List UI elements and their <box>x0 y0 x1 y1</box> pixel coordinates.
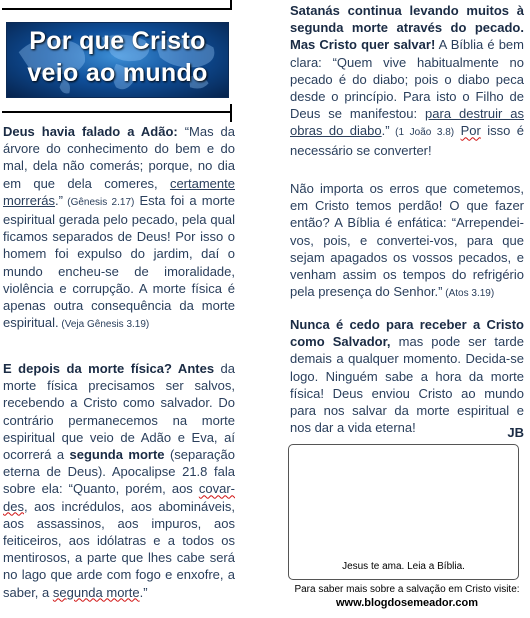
paragraph-adam-underlined: certamente morrerás <box>3 175 235 208</box>
paragraph-never-too-early-body: mas pode ser tarde demais a qualquer momento. Decida-se logo. Ninguém sabe a hora da morte física! Deus enviou Cristo ao mundo para nos salvar da morte espiritual e nos dar a vida eterna! <box>290 334 525 436</box>
paragraph-physical-death-body-d: .” <box>139 584 148 600</box>
footer-visit-text: Para saber mais sobre a salvação em Cristo visite: <box>294 584 520 595</box>
banner-title-line2: veio ao mundo <box>27 59 208 87</box>
paragraph-adam-reference2: (Veja Gênesis 3.19) <box>58 319 150 331</box>
paragraph-adam-quote: “Mas da árvore do conhecimento do bem e do mal, dela não comerás; porque, no dia em que dela comeres, <box>3 124 235 191</box>
paragraph-physical-death-lead: E depois da morte física? <box>3 361 172 376</box>
paragraph-adam <box>3 123 235 333</box>
banner-title-line1: Por que Cristo <box>29 27 206 55</box>
paragraph-satan-body-b: .” <box>381 123 390 139</box>
title-banner <box>6 22 229 98</box>
paragraph-satan-tail: isso é necessário se converter! <box>290 123 524 158</box>
paragraph-physical-death-wavy1: covar-des <box>3 481 235 514</box>
stamp-box <box>288 444 519 580</box>
paragraph-physical-death-wavy2: segunda morte <box>52 584 140 600</box>
paragraph-satan-underlined: para destruir as obras do diabo <box>290 106 524 139</box>
paragraph-adam-lead: Deus havia falado a Adão: <box>3 124 178 139</box>
paragraph-adam-body: Esta foi a morte espiritual gerada pelo pecado, pela qual ficamos separados de Deus! Por isso o homem foi expulso do jardim, daí o mundo encheu-se de imoralidade, violência e corrupção. A morte física é apenas outra consequência da morte espiritual. <box>3 192 235 331</box>
paragraph-physical-death-body-c: , aos incrédulos, aos abomináveis, aos assassinos, aos impuros, aos feiticeiros, aos idólatras e a todos os mentirosos, a parte que lhes cabe será no lago que arde com fogo e enxofre, a saber, a <box>3 498 235 600</box>
banner-bottom-rule <box>2 111 232 113</box>
paragraph-physical-death <box>3 360 235 601</box>
paragraph-never-too-early-lead: Nunca é cedo para receber a Cristo como Salvador, <box>290 317 524 350</box>
paragraph-satan-reference: (1 João 3.8) <box>389 127 455 139</box>
paragraph-forgiveness-reference: (Atos 3.19) <box>442 288 495 300</box>
paragraph-never-too-early <box>290 316 524 436</box>
paragraph-forgiveness <box>290 180 524 302</box>
paragraph-physical-death-body-a: da morte física precisamos ser salvos, recebendo a Cristo como salvador. Do contrário permanecemos na morte espiritual que veio de Adão e Eva, aí ocorrerá a <box>3 361 235 463</box>
paragraph-satan <box>290 2 524 159</box>
paragraph-forgiveness-body: Não importa os erros que cometemos, em Cristo temos perdão! O que fazer então? A Bíblia é enfática: “Arrependei-vos, pois, e convertei-vos, para que sejam apagados os vossos pecados, e venham assim os tempos do refrigério pela presença do Senhor.” <box>290 181 524 300</box>
top-left-rule-tick <box>230 0 232 9</box>
paragraph-physical-death-body-b: (separação eterna de Deus). Apocalipse 21.8 fala sobre ela: “Quanto, porém, aos <box>3 447 236 497</box>
paragraph-satan-lead: Satanás continua levando muitos à segunda morte através do pecado. Mas Cristo quer salvar! <box>290 3 524 53</box>
stamp-box-caption: Jesus te ama. Leia a Bíblia. <box>342 561 465 572</box>
paragraph-adam-reference: (Gênesis 2.17) <box>62 196 135 208</box>
paragraph-physical-death-lead2: Antes <box>171 361 215 376</box>
paragraph-satan-body-a: A Bíblia é bem clara: “Quem vive habitualmente no pecado é do diabo; pois o diabo peca desde o princípio. Para isto o Filho de Deus se manifestou: <box>290 37 524 122</box>
paragraph-physical-death-bold: segunda morte <box>69 447 165 463</box>
paragraph-adam-quote-end: .” <box>55 192 63 208</box>
top-left-rule <box>2 8 232 10</box>
footer-website-link[interactable]: www.blogdosemeador.com <box>335 597 478 609</box>
banner-bottom-rule-tick <box>230 104 232 122</box>
signature-initials: JB <box>507 425 524 440</box>
paragraph-satan-tail-wavy: Por <box>460 123 481 139</box>
